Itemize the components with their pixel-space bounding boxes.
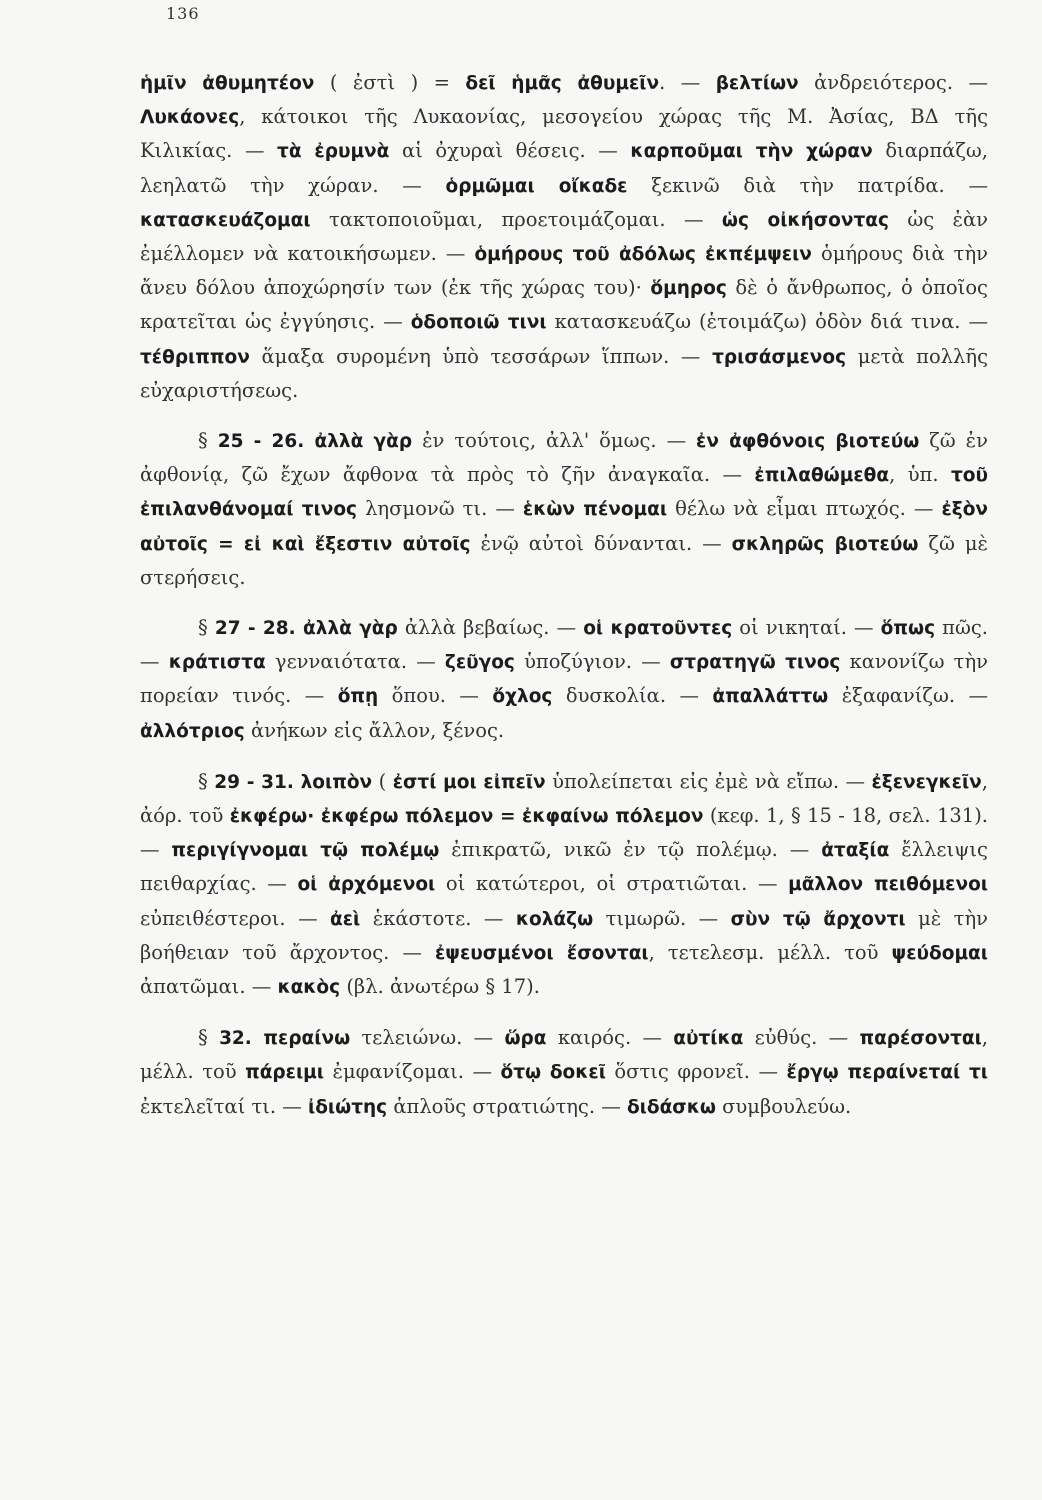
headword: σκληρῶς βιοτεύω (731, 533, 919, 555)
page-number: 136 (166, 4, 200, 23)
headword: κακὸς (277, 977, 341, 999)
headword: κολάζω (515, 908, 594, 930)
gloss-text: θέλω νὰ εἶμαι πτωχός. — (667, 497, 942, 521)
paragraph-section-32 (140, 1021, 988, 1124)
gloss-text: οἱ κατώτεροι, οἱ στρατιῶται. — (435, 872, 789, 896)
headword: πάρειμι (245, 1062, 325, 1084)
gloss-text: ὑποζύγιον. — (514, 650, 670, 674)
gloss-text: δὲ ὁ ἄνθρωπος, ὁ ὁποῖος κρατεῖται ὡς ἐγγύησις. — (140, 276, 988, 334)
headword: ἐπιλαθώμεθα (754, 465, 890, 487)
gloss-text: , κάτοικοι τῆς Λυκαονίας, μεσογείου χώρας τῆς Μ. Ἀσίας, ΒΔ τῆς Κιλικίας. — (140, 105, 988, 163)
headword: ψεύδομαι (891, 942, 988, 964)
headword: 27 - 28. ἀλλὰ γὰρ (214, 618, 398, 640)
gloss-text: ὅπου. — (378, 684, 493, 708)
gloss-text: ἑκάστοτε. — (360, 906, 516, 930)
headword: κράτιστα (168, 652, 266, 674)
headword: ὅπῃ (337, 686, 379, 708)
headword: δεῖ ἡμᾶς ἀθυμεῖν (465, 73, 660, 94)
headword: τέθριππον (140, 346, 250, 368)
headword: ἐξενεγκεῖν (871, 771, 982, 793)
gloss-text: ( (372, 769, 393, 793)
paragraph-section-29-31 (140, 765, 988, 1004)
headword: ὁμήρους τοῦ ἀδόλως ἐκπέμψειν (474, 244, 812, 266)
headword: 29 - 31. λοιπὸν (214, 771, 373, 793)
headword: παρέσονται (859, 1028, 982, 1050)
gloss-text: (κεφ. 1, § 15 - 18, σελ. 131). — (140, 804, 988, 862)
headword: Λυκάονες (140, 107, 240, 129)
gloss-text: , μέλλ. τοῦ (140, 1026, 988, 1084)
gloss-text: , ἀόρ. τοῦ (140, 769, 988, 828)
gloss-text: συμβουλεύω. (715, 1094, 852, 1118)
headword: ὅπως (880, 618, 936, 640)
paragraph-glossary-intro (140, 66, 988, 407)
headword: ἰδιώτης (307, 1096, 388, 1118)
headword: ὁρμῶμαι οἴκαδε (445, 175, 628, 197)
gloss-text: ζῶ μὲ στερήσεις. (140, 531, 988, 589)
gloss-text: ὑπολείπεται εἰς ἐμὲ νὰ εἴπω. — (545, 769, 872, 793)
gloss-text: γενναιότατα. — (265, 650, 445, 674)
gloss-text: § (198, 1026, 220, 1050)
paragraph-section-27-28 (140, 611, 988, 748)
gloss-text: ἐξαφανίζω. — (828, 684, 988, 708)
gloss-text: ἐκτελεῖταί τι. — (140, 1094, 308, 1118)
headword: σὺν τῷ ἄρχοντι (730, 908, 906, 930)
gloss-text: τελειώνω. — (350, 1026, 505, 1050)
headword: ἐν ἀφθόνοις βιοτεύω (696, 431, 920, 453)
gloss-text: ὁμήρους διὰ τὴν ἄνευ δόλου ἀποχώρησίν των (ἐκ τῆς χώρας του)· (140, 242, 988, 300)
gloss-text: ( ἐστὶ ) = (314, 71, 466, 94)
headword: ἀπαλλάττω (712, 686, 829, 708)
headword: μᾶλλον πειθόμενοι (788, 874, 988, 896)
headword: ὄχλος (492, 686, 553, 708)
headword: ἑκὼν πένομαι (522, 499, 668, 521)
headword: τρισάσμενος (712, 346, 847, 368)
headword: κατασκευάζομαι (140, 209, 311, 231)
headword: τοῦ ἐπιλανθάνομαί τινος (140, 465, 988, 521)
gloss-text: ἀλλὰ βεβαίως. — (397, 616, 584, 640)
headword: ὅμηρος (650, 278, 727, 300)
headword: τὰ ἐρυμνὰ (277, 141, 390, 163)
headword: ὁδοποιῶ τινι (410, 312, 547, 334)
gloss-text: , τετελεσμ. μέλλ. τοῦ (648, 940, 892, 964)
gloss-text: κατασκευάζω (ἑτοιμάζω) ὁδὸν διά τινα. — (546, 310, 988, 334)
gloss-text: ἐν τούτοις, ἀλλ' ὅμως. — (412, 429, 697, 453)
headword: οἱ κρατοῦντες (583, 618, 733, 640)
gloss-text: ἀνδρειότερος. — (798, 71, 988, 94)
headword: ζεῦγος (444, 652, 515, 674)
headword: ἐκφέρω· ἐκφέρω πόλεμον = ἐκφαίνω πόλεμον (229, 806, 704, 828)
headword: ἔργῳ περαίνεταί τι (786, 1062, 988, 1084)
headword: ἀλλότριος (140, 720, 245, 742)
gloss-text: λησμονῶ τι. — (357, 497, 523, 521)
gloss-text: ἀπατῶμαι. — (140, 975, 278, 999)
gloss-text: αἱ ὀχυραὶ θέσεις. — (389, 139, 631, 163)
headword: αὐτίκα (673, 1028, 744, 1050)
gloss-text: τιμωρῶ. — (593, 906, 731, 930)
headword: ὡς οἰκήσοντας (721, 209, 889, 231)
gloss-text: ἔλλειψις πειθαρχίας. — (140, 838, 988, 896)
gloss-text: δυσκολία. — (552, 684, 713, 708)
gloss-text: (βλ. ἀνωτέρω § 17). (340, 975, 540, 999)
gloss-text: ὡς ἐὰν ἐμέλλομεν νὰ κατοικήσωμεν. — (140, 207, 988, 266)
gloss-text: μετὰ πολλῆς εὐχαριστήσεως. (140, 344, 989, 402)
headword: ἡμῖν ἀθυμητέον (140, 73, 315, 94)
headword: βελτίων (715, 73, 799, 94)
headword: ἐστί μοι εἰπεῖν (392, 771, 546, 793)
gloss-text: καιρός. — (546, 1026, 674, 1050)
gloss-text: ξεκινῶ διὰ τὴν πατρίδα. — (627, 173, 988, 197)
gloss-text: § (198, 616, 215, 640)
paragraph-section-25-26 (140, 424, 988, 594)
gloss-text: ἅμαξα συρομένη ὑπὸ τεσσάρων ἵππων. — (249, 344, 713, 368)
headword: ὥρα (504, 1028, 547, 1050)
headword: 25 - 26. ἀλλὰ γὰρ (217, 431, 413, 453)
headword: ἐξὸν αὐτοῖς = εἰ καὶ ἔξεστιν αὐτοῖς (140, 499, 989, 555)
gloss-text: οἱ νικηταί. — (732, 616, 881, 640)
headword: ἐψευσμένοι ἔσονται (434, 942, 649, 964)
headword: οἱ ἀρχόμενοι (297, 874, 436, 896)
page-body (140, 66, 988, 1124)
gloss-text: § (198, 429, 218, 453)
gloss-text: εὐπειθέστεροι. — (140, 906, 331, 930)
gloss-text: § (198, 769, 215, 793)
headword: στρατηγῶ τινος (669, 652, 841, 674)
gloss-text: διαρπάζω, λεηλατῶ τὴν χώραν. — (140, 139, 988, 197)
headword: ἀεὶ (330, 908, 361, 930)
gloss-text: ὅστις φρονεῖ. — (605, 1060, 787, 1084)
headword: καρποῦμαι τὴν χώραν (630, 141, 873, 163)
gloss-text: ἐνῷ αὐτοὶ δύνανται. — (470, 531, 732, 555)
gloss-text: ζῶ ἐν ἀφθονίᾳ, ζῶ ἔχων ἄφθονα τὰ πρὸς τὸ ζῆν ἀναγκαῖα. — (140, 429, 988, 487)
gloss-text: ἐμφανίζομαι. — (324, 1060, 501, 1084)
gloss-text: ἀνήκων εἰς ἄλλον, ξένος. (244, 718, 505, 742)
gloss-text: τακτοποιοῦμαι, προετοιμάζομαι. — (310, 207, 722, 231)
headword: ὅτῳ δοκεῖ (500, 1062, 606, 1084)
headword: διδάσκω (626, 1096, 716, 1118)
gloss-text: . — (659, 71, 716, 94)
gloss-text: ἐπικρατῶ, νικῶ ἐν τῷ πολέμῳ. — (439, 838, 822, 862)
gloss-text: ἁπλοῦς στρατιώτης. — (387, 1094, 627, 1118)
gloss-text: κανονίζω τὴν πορείαν τινός. — (140, 650, 988, 708)
headword: 32. περαίνω (219, 1028, 351, 1050)
gloss-text: , ὑπ. (889, 463, 951, 487)
gloss-text: μὲ τὴν βοήθειαν τοῦ ἄρχοντος. — (140, 906, 989, 964)
headword: ἀταξία (821, 840, 890, 862)
headword: περιγίγνομαι τῷ πολέμῳ (171, 840, 440, 862)
gloss-text: πῶς. — (140, 616, 988, 674)
gloss-text: εὐθύς. — (743, 1026, 860, 1050)
